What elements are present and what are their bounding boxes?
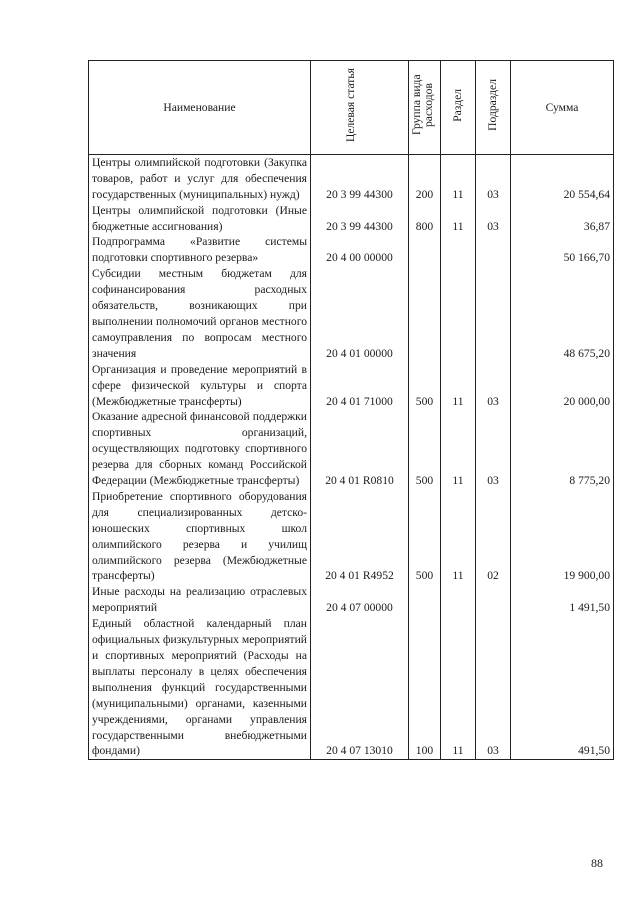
table-row (89, 584, 614, 616)
row-sum: 48 675,20 (511, 266, 614, 361)
header-sum: Сумма (511, 61, 614, 155)
row-sum: 19 900,00 (511, 489, 614, 584)
header-code: Целевая статья (311, 61, 409, 155)
row-code: 20 4 01 R0810 (311, 409, 409, 489)
table-row (89, 489, 614, 584)
row-code: 20 4 00 00000 (311, 234, 409, 266)
row-group (409, 234, 441, 266)
row-code: 20 4 01 71000 (311, 362, 409, 410)
row-subsection: 03 (476, 203, 511, 235)
row-section: 11 (441, 362, 476, 410)
header-subsection: Подраздел (476, 61, 511, 155)
row-group (409, 266, 441, 361)
row-subsection: 03 (476, 409, 511, 489)
row-group: 100 (409, 616, 441, 760)
row-code: 20 4 01 00000 (311, 266, 409, 361)
page-number: 88 (591, 856, 603, 870)
budget-table (88, 60, 614, 760)
row-subsection: 02 (476, 489, 511, 584)
row-group: 200 (409, 154, 441, 202)
row-group: 500 (409, 362, 441, 410)
row-section: 11 (441, 616, 476, 760)
row-group: 800 (409, 203, 441, 235)
row-name: Приобретение спортивного оборудования для специализированных детско-юношеских спортивных школ олимпийского резерва и училищ олимпийского резерва (Межбюджетные трансферты) (89, 489, 311, 584)
row-code: 20 4 07 00000 (311, 584, 409, 616)
row-name: Субсидии местным бюджетам для софинансирования расходных обязательств, возникающих при выполнении полномочий органов местного самоуправления по вопросам местного значения (89, 266, 311, 361)
row-section: 11 (441, 154, 476, 202)
row-section (441, 234, 476, 266)
row-name: Подпрограмма «Развитие системы подготовки спортивного резерва» (89, 234, 311, 266)
row-sum: 1 491,50 (511, 584, 614, 616)
row-subsection: 03 (476, 616, 511, 760)
row-section (441, 266, 476, 361)
row-sum: 8 775,20 (511, 409, 614, 489)
table-row (89, 203, 614, 235)
header-group: Группа вида расходов (409, 61, 441, 155)
row-subsection: 03 (476, 154, 511, 202)
header-section: Раздел (441, 61, 476, 155)
row-name: Иные расходы на реализацию отраслевых мероприятий (89, 584, 311, 616)
row-code: 20 4 07 13010 (311, 616, 409, 760)
row-subsection (476, 266, 511, 361)
table-row (89, 266, 614, 361)
row-group: 500 (409, 489, 441, 584)
table-row (89, 234, 614, 266)
row-section: 11 (441, 489, 476, 584)
row-name: Центры олимпийской подготовки (Закупка товаров, работ и услуг для обеспечения государственных (муниципальных) нужд) (89, 154, 311, 202)
table-header-row (89, 61, 614, 155)
row-subsection (476, 584, 511, 616)
row-name: Организация и проведение мероприятий в сфере физической культуры и спорта (Межбюджетные трансферты) (89, 362, 311, 410)
row-section: 11 (441, 203, 476, 235)
header-name: Наименование (89, 61, 311, 155)
row-subsection: 03 (476, 362, 511, 410)
row-code: 20 4 01 R4952 (311, 489, 409, 584)
row-group: 500 (409, 409, 441, 489)
row-code: 20 3 99 44300 (311, 154, 409, 202)
table-row (89, 409, 614, 489)
row-name: Центры олимпийской подготовки (Иные бюджетные ассигнования) (89, 203, 311, 235)
row-name: Единый областной календарный план официальных физкультурных мероприятий и спортивных мероприятий (Расходы на выплаты персоналу в целях обеспечения выполнения функций государственными (муниципальными) органами, казенными учреждениями, органами управления государственными внебюджетными фондами) (89, 616, 311, 760)
row-sum: 491,50 (511, 616, 614, 760)
row-sum: 20 000,00 (511, 362, 614, 410)
row-sum: 50 166,70 (511, 234, 614, 266)
row-section: 11 (441, 409, 476, 489)
table-row (89, 154, 614, 202)
row-group (409, 584, 441, 616)
row-section (441, 584, 476, 616)
row-subsection (476, 234, 511, 266)
row-name: Оказание адресной финансовой поддержки спортивных организаций, осуществляющих подготовку спортивного резерва для сборных команд Российской Федерации (Межбюджетные трансферты) (89, 409, 311, 489)
row-sum: 36,87 (511, 203, 614, 235)
row-sum: 20 554,64 (511, 154, 614, 202)
table-row (89, 362, 614, 410)
table-row (89, 616, 614, 760)
row-code: 20 3 99 44300 (311, 203, 409, 235)
